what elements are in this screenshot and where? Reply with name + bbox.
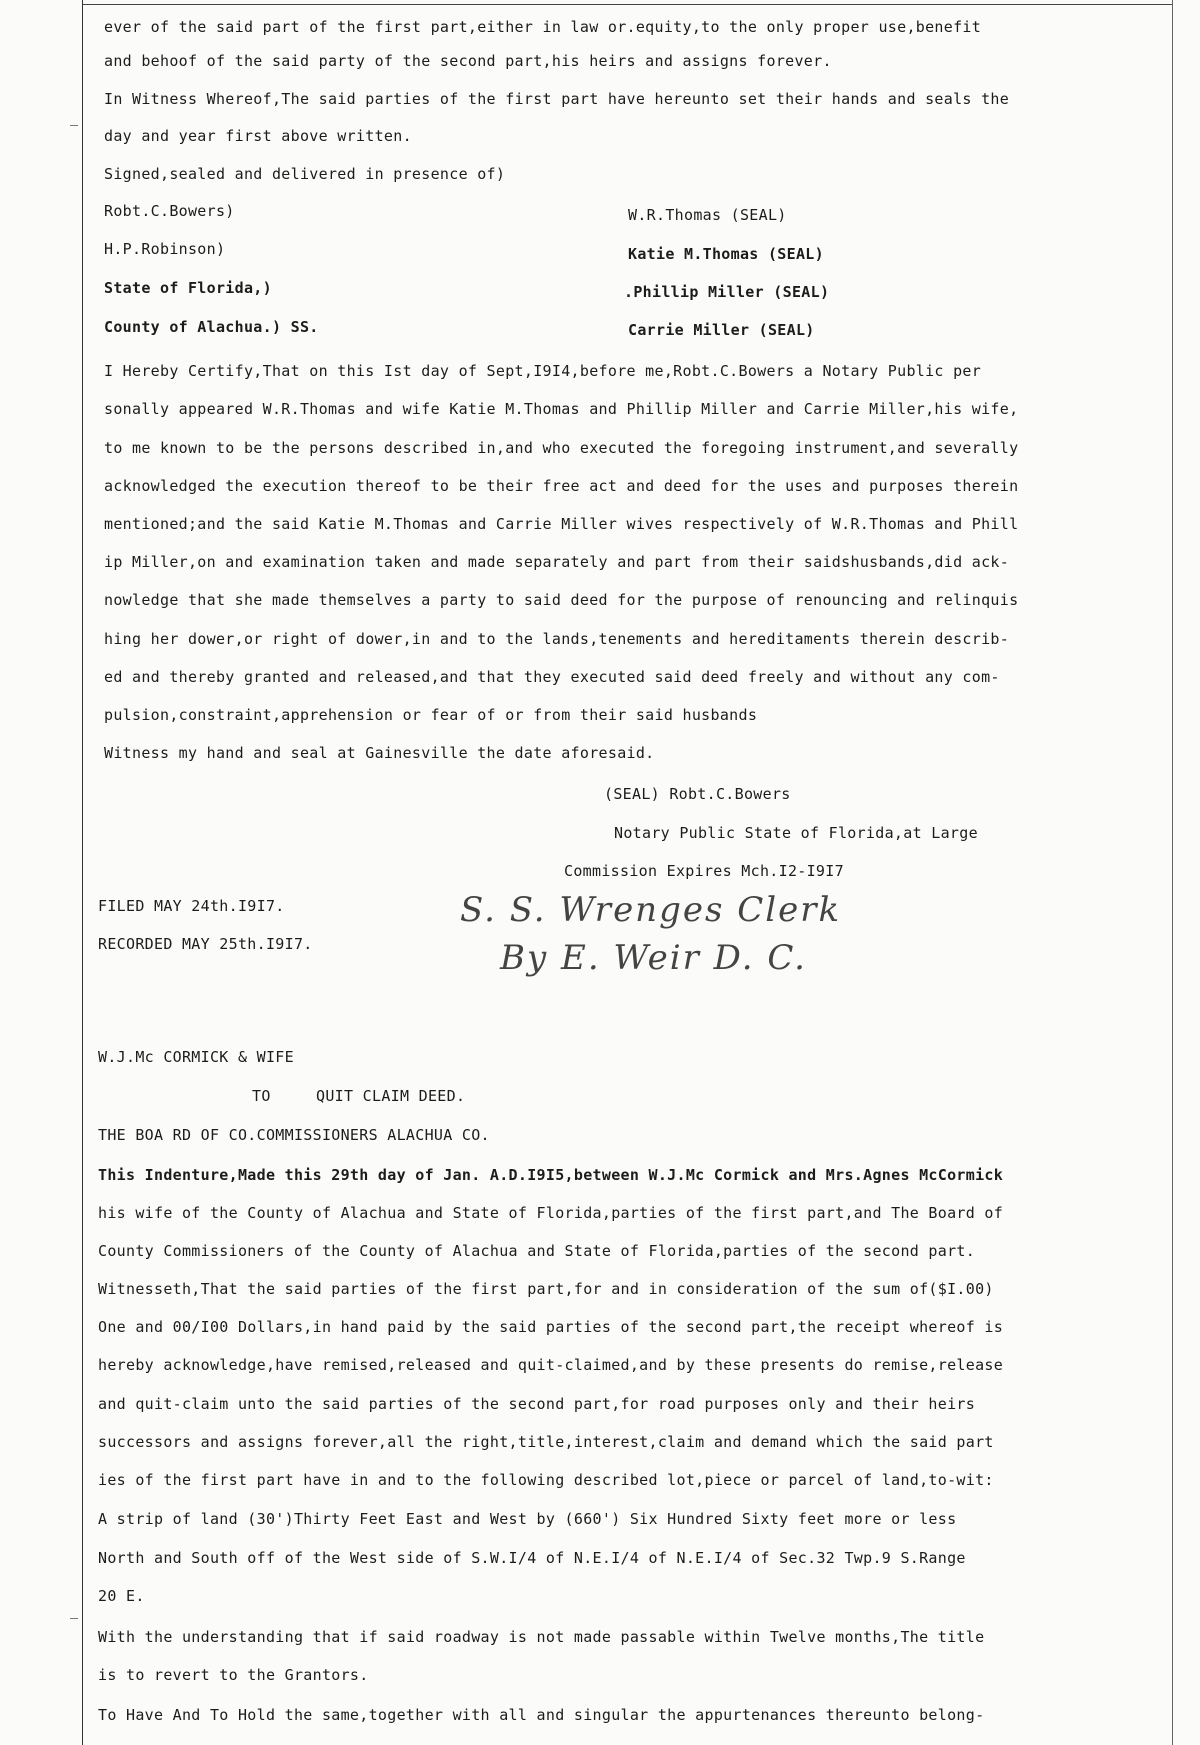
deed-line: This Indenture,Made this 29th day of Jan. A.D.I9I5,between W.J.Mc Cormick and Mrs.Agnes McCormick [98,1166,1004,1184]
page-border-right [1172,0,1173,1745]
filed-date: FILED MAY 24th.I9I7. [98,897,285,915]
venue-state: State of Florida,) [104,279,272,297]
certificate-line: ip Miller,on and examination taken and made separately and part from their saidshusbands,did ack- [104,553,1010,571]
certificate-line: sonally appeared W.R.Thomas and wife Katie M.Thomas and Phillip Miller and Carrie Miller,his wife, [104,400,1019,418]
page-border-left [82,0,83,1745]
certificate-line: nowledge that she made themselves a party to said deed for the purpose of renouncing and relinquis [104,591,1019,609]
recorded-date: RECORDED MAY 25th.I9I7. [98,935,313,953]
deed-line: is to revert to the Grantors. [98,1666,369,1684]
grantor-signature: Carrie Miller (SEAL) [628,321,815,339]
margin-mark [70,125,78,126]
text-line: In Witness Whereof,The said parties of the first part have hereunto set their hands and seals the [104,90,1010,108]
notary-commission: Commission Expires Mch.I2-I9I7 [564,862,844,880]
certificate-line: pulsion,constraint,apprehension or fear of or from their said husbands [104,706,758,724]
certificate-line: to me known to be the persons described in,and who executed the foregoing instrument,and severally [104,439,1019,457]
deed-grantee: THE BOA RD OF CO.COMMISSIONERS ALACHUA CO. [98,1126,490,1144]
certificate-line: hing her dower,or right of dower,in and to the lands,tenements and hereditaments therein describ- [104,630,1010,648]
deputy-clerk-signature: By E. Weir D. C. [500,938,807,978]
deed-grantor: W.J.Mc CORMICK & WIFE [98,1048,294,1066]
certificate-line: I Hereby Certify,That on this Ist day of Sept,I9I4,before me,Robt.C.Bowers a Notary Public per [104,362,982,380]
margin-mark [70,1618,78,1619]
clerk-signature: S. S. Wrenges Clerk [460,890,842,930]
deed-line: With the understanding that if said roadway is not made passable within Twelve months,The title [98,1628,985,1646]
venue-county: County of Alachua.) SS. [104,318,319,336]
deed-line: hereby acknowledge,have remised,released and quit-claimed,and by these presents do remise,release [98,1356,1004,1374]
deed-line: ies of the first part have in and to the following described lot,piece or parcel of land,to-wit: [98,1471,994,1489]
notary-title: Notary Public State of Florida,at Large [614,824,978,842]
grantor-signature: W.R.Thomas (SEAL) [628,206,787,224]
certificate-line: acknowledged the execution thereof to be their free act and deed for the uses and purposes therein [104,477,1019,495]
grantor-signature: .Phillip Miller (SEAL) [624,283,830,301]
witness-name: H.P.Robinson) [104,240,226,258]
deed-to: TO [252,1087,271,1105]
notary-signature: (SEAL) Robt.C.Bowers [604,785,791,803]
deed-type: QUIT CLAIM DEED. [316,1087,466,1105]
deed-line: Witnesseth,That the said parties of the first part,for and in consideration of the sum of($I.00) [98,1280,994,1298]
deed-line: successors and assigns forever,all the right,title,interest,claim and demand which the said part [98,1433,994,1451]
text-line: day and year first above written. [104,127,412,145]
deed-line: A strip of land (30')Thirty Feet East and West by (660') Six Hundred Sixty feet more or less [98,1510,957,1528]
page-border-top [82,4,1172,5]
deed-line: and quit-claim unto the said parties of the second part,for road purposes only and their heirs [98,1395,976,1413]
text-line: ever of the said part of the first part,either in law or.equity,to the only proper use,benefit [104,18,982,36]
certificate-line: Witness my hand and seal at Gainesville the date aforesaid. [104,744,655,762]
witness-name: Robt.C.Bowers) [104,202,235,220]
certificate-line: ed and thereby granted and released,and that they executed said deed freely and without any com- [104,668,1000,686]
deed-line: North and South off of the West side of S.W.I/4 of N.E.I/4 of N.E.I/4 of Sec.32 Twp.9 S.Range [98,1549,966,1567]
deed-line: County Commissioners of the County of Alachua and State of Florida,parties of the second part. [98,1242,976,1260]
deed-line: his wife of the County of Alachua and State of Florida,parties of the first part,and The Board of [98,1204,1004,1222]
text-line: and behoof of the said party of the second part,his heirs and assigns forever. [104,52,832,70]
certificate-line: mentioned;and the said Katie M.Thomas and Carrie Miller wives respectively of W.R.Thomas and Phill [104,515,1019,533]
deed-line: To Have And To Hold the same,together with all and singular the appurtenances thereunto belong- [98,1706,985,1724]
text-line: Signed,sealed and delivered in presence of) [104,165,506,183]
deed-line: 20 E. [98,1587,145,1605]
deed-line: One and 00/I00 Dollars,in hand paid by the said parties of the second part,the receipt whereof is [98,1318,1004,1336]
grantor-signature: Katie M.Thomas (SEAL) [628,245,824,263]
